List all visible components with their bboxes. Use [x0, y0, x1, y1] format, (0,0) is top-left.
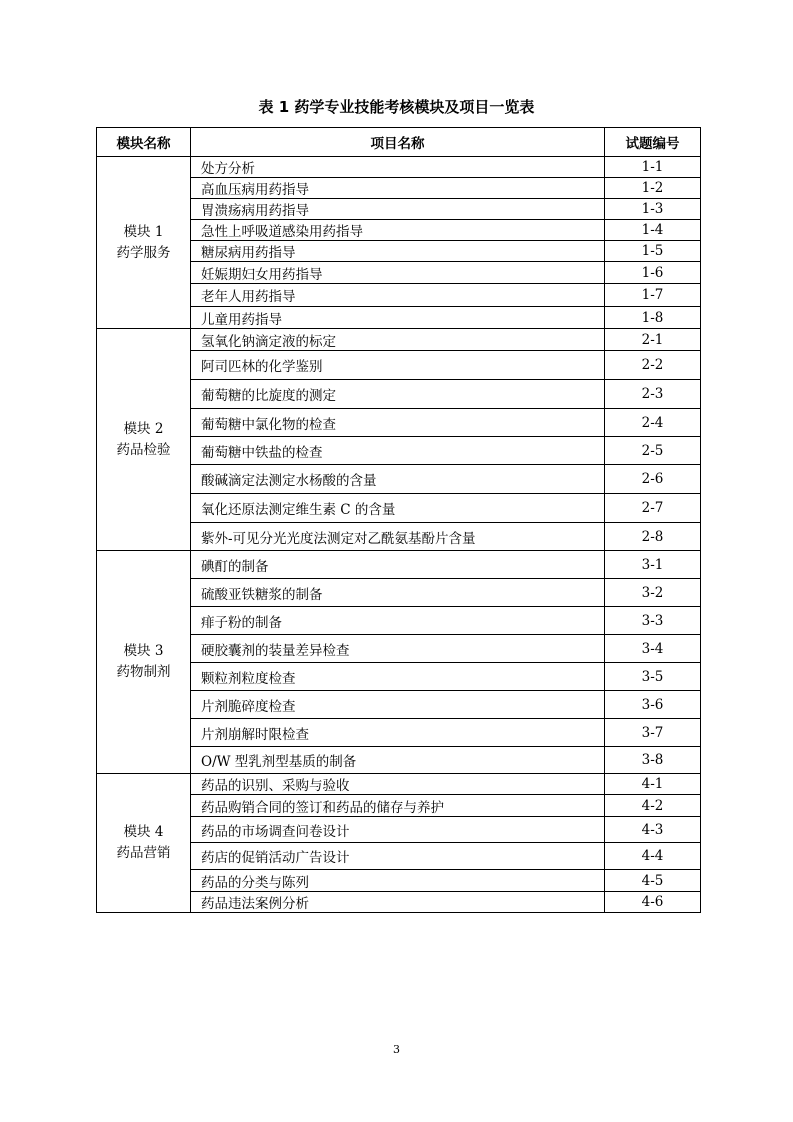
item-code: 2-1	[605, 329, 701, 351]
table-row	[97, 157, 701, 178]
item-name: 药店的促销活动广告设计	[191, 843, 605, 870]
item-code: 3-5	[605, 663, 701, 691]
header-code: 试题编号	[605, 128, 701, 157]
item-code: 1-7	[605, 284, 701, 307]
item-code: 2-7	[605, 494, 701, 523]
module-cell	[97, 157, 191, 329]
item-code: 4-2	[605, 795, 701, 817]
item-name: 糖尿病用药指导	[191, 241, 605, 262]
item-code: 4-6	[605, 892, 701, 913]
item-code: 1-1	[605, 157, 701, 178]
item-name: 葡萄糖中铁盐的检查	[191, 437, 605, 465]
item-name: 紫外-可见分光光度法测定对乙酰氨基酚片含量	[191, 523, 605, 551]
item-code: 3-3	[605, 607, 701, 635]
table-row	[97, 551, 701, 579]
item-name: 急性上呼吸道感染用药指导	[191, 220, 605, 241]
item-code: 3-4	[605, 635, 701, 663]
table-row	[97, 774, 701, 795]
item-name: 药品的识别、采购与验收	[191, 774, 605, 795]
item-code: 4-3	[605, 817, 701, 843]
item-name: 葡萄糖中氯化物的检查	[191, 409, 605, 437]
module-label: 模块 4	[123, 824, 164, 840]
item-name: 硬胶囊剂的装量差异检查	[191, 635, 605, 663]
item-code: 2-4	[605, 409, 701, 437]
item-name: 儿童用药指导	[191, 307, 605, 329]
item-name: 处方分析	[191, 157, 605, 178]
item-code: 2-8	[605, 523, 701, 551]
item-code: 4-1	[605, 774, 701, 795]
item-code: 2-3	[605, 380, 701, 409]
item-code: 1-5	[605, 241, 701, 262]
module-label: 模块 2	[123, 420, 164, 437]
module-name: 药学服务	[116, 244, 171, 261]
item-name: 氢氧化钠滴定液的标定	[191, 329, 605, 351]
item-name: 氧化还原法测定维生素 C 的含量	[191, 494, 605, 523]
item-name: 高血压病用药指导	[191, 178, 605, 199]
item-name: 妊娠期妇女用药指导	[191, 262, 605, 284]
module-cell	[97, 774, 191, 913]
item-name: 酸碱滴定法测定水杨酸的含量	[191, 465, 605, 494]
item-name: 药品的分类与陈列	[191, 870, 605, 892]
module-table	[96, 127, 701, 913]
item-code: 1-4	[605, 220, 701, 241]
module-cell	[97, 329, 191, 551]
item-name: 药品的市场调查问卷设计	[191, 817, 605, 843]
item-name: 药品购销合同的签订和药品的储存与养护	[191, 795, 605, 817]
item-code: 2-6	[605, 465, 701, 494]
item-code: 3-8	[605, 747, 701, 774]
item-code: 2-2	[605, 351, 701, 380]
item-name: 碘酊的制备	[191, 551, 605, 579]
item-name: 颗粒剂粒度检查	[191, 663, 605, 691]
header-item: 项目名称	[191, 128, 605, 157]
item-name: 硫酸亚铁糖浆的制备	[191, 579, 605, 607]
item-name: 片剂崩解时限检查	[191, 719, 605, 747]
header-row	[97, 128, 701, 157]
item-name: 老年人用药指导	[191, 284, 605, 307]
module-label: 模块 1	[123, 223, 164, 240]
module-name: 药物制剂	[116, 664, 171, 680]
item-code: 3-7	[605, 719, 701, 747]
item-code: 3-6	[605, 691, 701, 719]
item-code: 4-5	[605, 870, 701, 892]
item-code: 1-8	[605, 307, 701, 329]
item-name: 阿司匹林的化学鉴别	[191, 351, 605, 380]
item-code: 3-1	[605, 551, 701, 579]
page-number: 3	[393, 1043, 400, 1056]
item-name: 痱子粉的制备	[191, 607, 605, 635]
item-code: 1-3	[605, 199, 701, 220]
item-code: 3-2	[605, 579, 701, 607]
item-name: O/W 型乳剂型基质的制备	[191, 747, 605, 774]
item-name: 片剂脆碎度检查	[191, 691, 605, 719]
item-code: 1-2	[605, 178, 701, 199]
item-name: 胃溃疡病用药指导	[191, 199, 605, 220]
header-module: 模块名称	[97, 128, 191, 157]
item-code: 4-4	[605, 843, 701, 870]
item-code: 1-6	[605, 262, 701, 284]
item-name: 药品违法案例分析	[191, 892, 605, 913]
table-body	[97, 157, 701, 913]
item-name: 葡萄糖的比旋度的测定	[191, 380, 605, 409]
module-name: 药品检验	[116, 441, 171, 458]
module-label: 模块 3	[123, 643, 164, 659]
table-row	[97, 329, 701, 351]
module-name: 药品营销	[116, 845, 171, 861]
module-cell	[97, 551, 191, 774]
item-code: 2-5	[605, 437, 701, 465]
table-title: 表 1 药学专业技能考核模块及项目一览表	[258, 98, 535, 116]
